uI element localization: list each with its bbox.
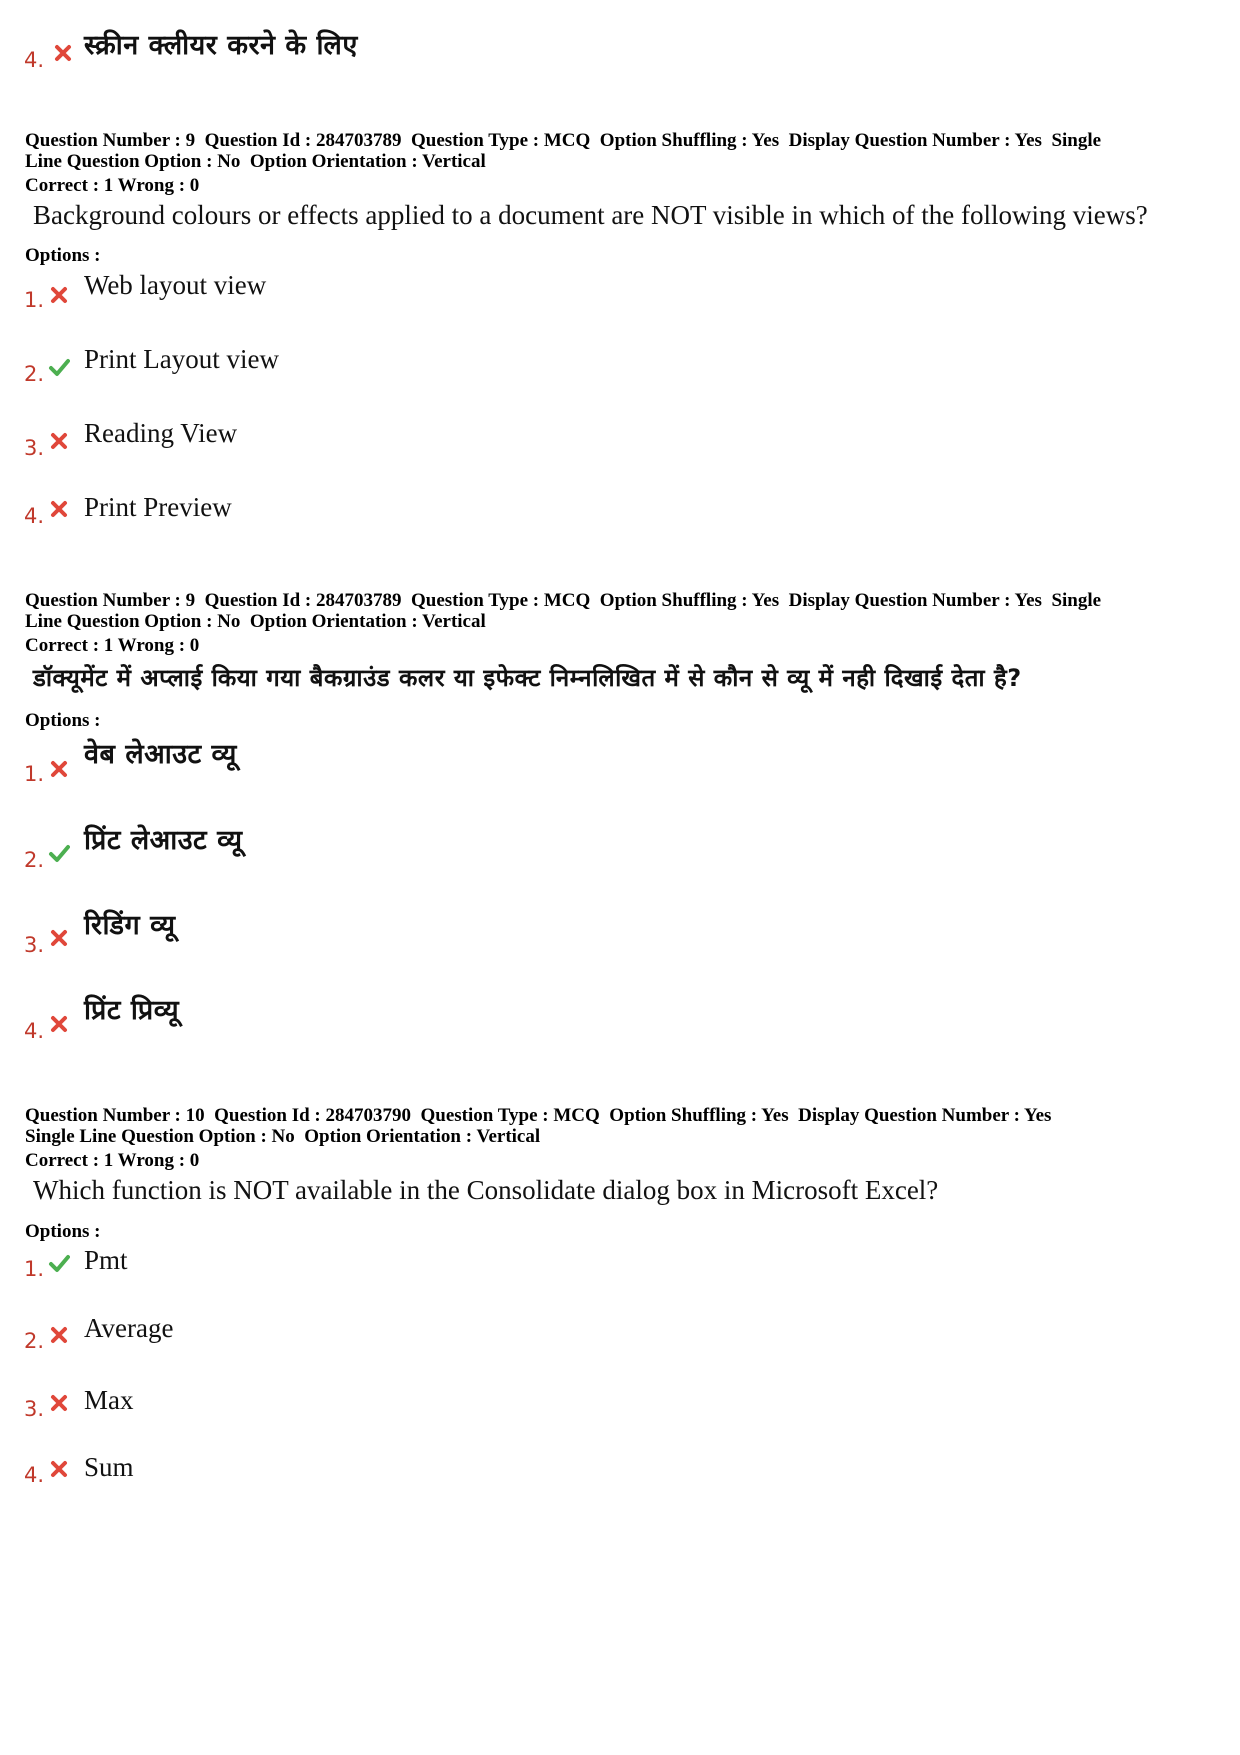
option-text: Print Preview	[84, 492, 232, 522]
option-text: Sum	[84, 1452, 134, 1482]
wrong-mark-icon	[48, 498, 70, 520]
option-text: रिडिंग व्यू	[84, 910, 176, 941]
option-text: Web layout view	[84, 270, 267, 300]
option-text: प्रिंट प्रिव्यू	[84, 995, 180, 1026]
option-text: प्रिंट लेआउट व्यू	[84, 825, 243, 856]
option-number: 1.	[24, 762, 45, 786]
wrong-mark-icon	[48, 1458, 70, 1480]
wrong-mark-icon	[52, 42, 74, 64]
option-number: 1.	[24, 1257, 45, 1281]
correct-wrong-marks: Correct : 1 Wrong : 0	[25, 635, 200, 656]
option-text: Max	[84, 1385, 134, 1415]
option-text: Print Layout view	[84, 344, 279, 374]
option-text: स्क्रीन क्लीयर करने के लिए	[84, 30, 358, 61]
options-label: Options :	[25, 1221, 101, 1242]
options-label: Options :	[25, 710, 101, 731]
option-number: 4.	[24, 48, 45, 72]
question-text: डॉक्यूमेंट में अप्लाई किया गया बैकग्राउंड कलर या इफेक्ट निम्नलिखित में से कौन से व्यू में नही दिखाई देता है?	[33, 664, 1022, 692]
correct-check-icon	[48, 1252, 70, 1274]
option-number: 2.	[24, 1329, 45, 1353]
option-number: 4.	[24, 1019, 45, 1043]
correct-check-icon	[48, 356, 70, 378]
option-number: 3.	[24, 1397, 45, 1421]
option-number: 4.	[24, 1463, 45, 1487]
option-number: 1.	[24, 288, 45, 312]
wrong-mark-icon	[48, 430, 70, 452]
option-number: 3.	[24, 933, 45, 957]
option-number: 2.	[24, 848, 45, 872]
question-text: Background colours or effects applied to a document are NOT visible in which of the following views?	[33, 200, 1148, 230]
option-text: Reading View	[84, 418, 238, 448]
wrong-mark-icon	[48, 1392, 70, 1414]
wrong-mark-icon	[48, 758, 70, 780]
question-text: Which function is NOT available in the Consolidate dialog box in Microsoft Excel?	[33, 1175, 939, 1205]
wrong-mark-icon	[48, 927, 70, 949]
correct-check-icon	[48, 842, 70, 864]
options-label: Options :	[25, 245, 101, 266]
question-meta: Question Number : 10 Question Id : 284703790 Question Type : MCQ Option Shuffling : Yes Display Question Number : Yes Single Line Question Option : No Option Orientation : Vertical	[25, 1105, 1052, 1147]
question-meta: Question Number : 9 Question Id : 284703789 Question Type : MCQ Option Shuffling : Yes Display Question Number : Yes Single Line Question Option : No Option Orientation : Vertical	[25, 590, 1102, 632]
option-text: Average	[84, 1313, 174, 1343]
wrong-mark-icon	[48, 1013, 70, 1035]
question-meta: Question Number : 9 Question Id : 284703789 Question Type : MCQ Option Shuffling : Yes Display Question Number : Yes Single Line Question Option : No Option Orientation : Vertical	[25, 130, 1102, 172]
option-number: 2.	[24, 362, 45, 386]
option-text: Pmt	[84, 1245, 128, 1275]
correct-wrong-marks: Correct : 1 Wrong : 0	[25, 175, 200, 196]
wrong-mark-icon	[48, 284, 70, 306]
wrong-mark-icon	[48, 1324, 70, 1346]
option-text: वेब लेआउट व्यू	[84, 739, 237, 770]
option-number: 3.	[24, 436, 45, 460]
option-number: 4.	[24, 504, 45, 528]
correct-wrong-marks: Correct : 1 Wrong : 0	[25, 1150, 200, 1171]
